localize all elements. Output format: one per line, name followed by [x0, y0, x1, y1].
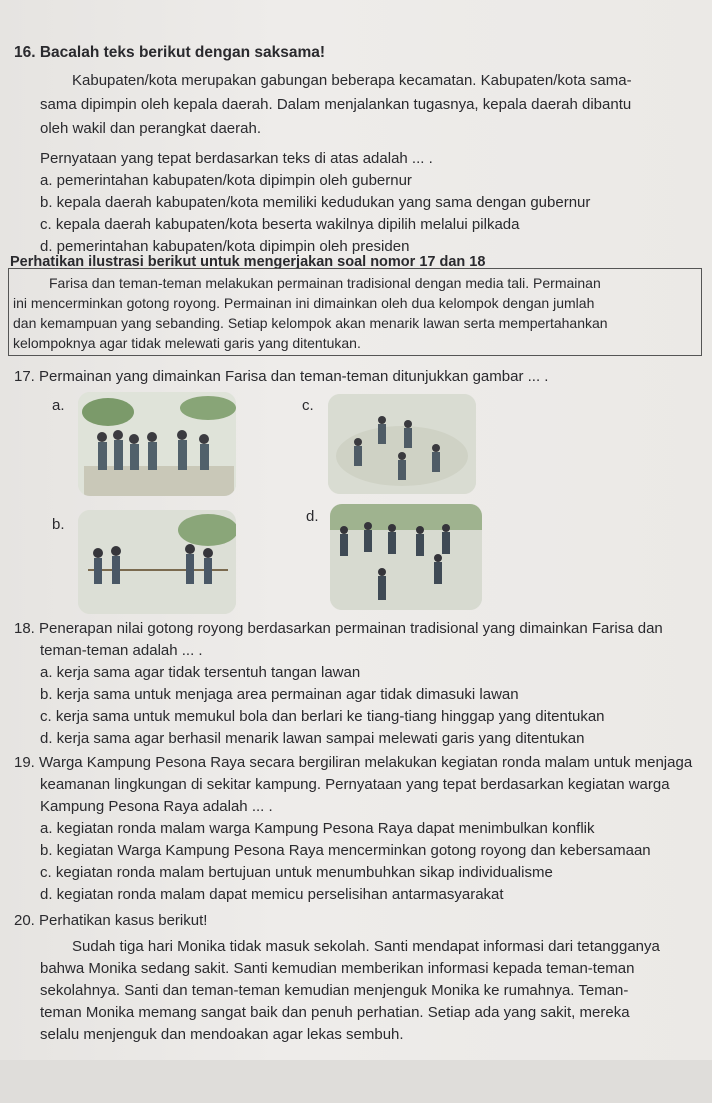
q18-option-d[interactable]: d. kerja sama agar berhasil menarik lawan sampai melewati garis yang ditentukan: [40, 730, 585, 747]
q17-picture-a[interactable]: [78, 392, 236, 496]
q20-text-line-2: bahwa Monika sedang sakit. Santi kemudian memberikan informasi kepada teman-teman: [40, 960, 635, 977]
q17-label-a: a.: [52, 397, 65, 414]
q16-option-a[interactable]: a. pemerintahan kabupaten/kota dipimpin oleh gubernur: [40, 172, 412, 189]
q17-label-c: c.: [302, 397, 314, 414]
picture-a-illustration: [78, 392, 236, 496]
question-18-stem-line-2: teman-teman adalah ... .: [40, 642, 203, 659]
box-line-2: ini mencerminkan gotong royong. Permainan ini dimainkan oleh dua kelompok dengan jumlah: [13, 295, 595, 311]
q20-text-line-4: teman Monika memang sangat baik dan penuh perhatian. Setiap ada yang sakit, mereka: [40, 1004, 630, 1021]
q19-option-b[interactable]: b. kegiatan Warga Kampung Pesona Raya mencerminkan gotong royong dan kebersamaan: [40, 842, 651, 859]
question-20-title: 20. Perhatikan kasus berikut!: [14, 912, 208, 929]
q16-option-d[interactable]: d. pemerintahan kabupaten/kota dipimpin oleh presiden: [40, 238, 410, 255]
q18-option-c[interactable]: c. kerja sama untuk memukul bola dan berlari ke tiang-tiang hinggap yang ditentukan: [40, 708, 605, 725]
picture-c-illustration: [328, 394, 476, 494]
q16-option-c[interactable]: c. kepala daerah kabupaten/kota beserta wakilnya dipilih melalui pilkada: [40, 216, 520, 233]
q16-text-line-3: oleh wakil dan perangkat daerah.: [40, 120, 261, 137]
q16-text-line-2: sama dipimpin oleh kepala daerah. Dalam menjalankan tugasnya, kepala daerah dibantu: [40, 96, 632, 113]
picture-d-illustration: [330, 504, 482, 610]
q20-text-line-5: selalu menjenguk dan mendoakan agar lekas sembuh.: [40, 1026, 404, 1043]
q19-option-c[interactable]: c. kegiatan ronda malam bertujuan untuk menumbuhkan sikap individualisme: [40, 864, 553, 881]
q17-label-b: b.: [52, 516, 65, 533]
q17-picture-b[interactable]: [78, 510, 236, 614]
story-box: [8, 268, 702, 356]
question-17-stem: 17. Permainan yang dimainkan Farisa dan teman-teman ditunjukkan gambar ... .: [14, 368, 549, 385]
box-line-4: kelompoknya agar tidak melewati garis yang ditentukan.: [13, 335, 361, 351]
q16-option-b[interactable]: b. kepala daerah kabupaten/kota memiliki kedudukan yang sama dengan gubernur: [40, 194, 591, 211]
q17-label-d: d.: [306, 508, 319, 525]
q19-option-d[interactable]: d. kegiatan ronda malam dapat memicu perselisihan antarmasyarakat: [40, 886, 504, 903]
q16-question: Pernyataan yang tepat berdasarkan teks di atas adalah ... .: [40, 150, 433, 167]
instruction-heading: Perhatikan ilustrasi berikut untuk mengerjakan soal nomor 17 dan 18: [10, 254, 486, 270]
q16-text-line-1: Kabupaten/kota merupakan gabungan beberapa kecamatan. Kabupaten/kota sama-: [72, 72, 632, 89]
question-19-stem-line-2: keamanan lingkungan di sekitar kampung. Pernyataan yang tepat berdasarkan kegiatan warga: [40, 776, 670, 793]
picture-b-illustration: [78, 510, 236, 614]
q17-picture-c[interactable]: [328, 394, 476, 494]
q20-text-line-1: Sudah tiga hari Monika tidak masuk sekolah. Santi mendapat informasi dari tetangganya: [72, 938, 660, 955]
question-19-stem-line-3: Kampung Pesona Raya adalah ... .: [40, 798, 273, 815]
q18-option-b[interactable]: b. kerja sama untuk menjaga area permainan agar tidak dimasuki lawan: [40, 686, 519, 703]
box-line-1: Farisa dan teman-teman melakukan permainan tradisional dengan media tali. Permainan: [49, 275, 601, 291]
q18-option-a[interactable]: a. kerja sama agar tidak tersentuh tangan lawan: [40, 664, 361, 681]
page-footer-area: [0, 1060, 712, 1103]
q17-picture-d[interactable]: [330, 504, 482, 610]
question-18-stem-line-1: 18. Penerapan nilai gotong royong berdasarkan permainan tradisional yang dimainkan Farisa dan: [14, 620, 663, 637]
q19-option-a[interactable]: a. kegiatan ronda malam warga Kampung Pesona Raya dapat menimbulkan konflik: [40, 820, 595, 837]
question-19-stem-line-1: 19. Warga Kampung Pesona Raya secara bergiliran melakukan kegiatan ronda malam untuk menjaga: [14, 754, 693, 771]
q20-text-line-3: sekolahnya. Santi dan teman-teman kemudian menjenguk Monika ke rumahnya. Teman-: [40, 982, 629, 999]
box-line-3: dan kemampuan yang sebanding. Setiap kelompok akan menarik lawan serta mempertahankan: [13, 315, 608, 331]
question-16-title: 16. Bacalah teks berikut dengan saksama!: [14, 44, 326, 61]
